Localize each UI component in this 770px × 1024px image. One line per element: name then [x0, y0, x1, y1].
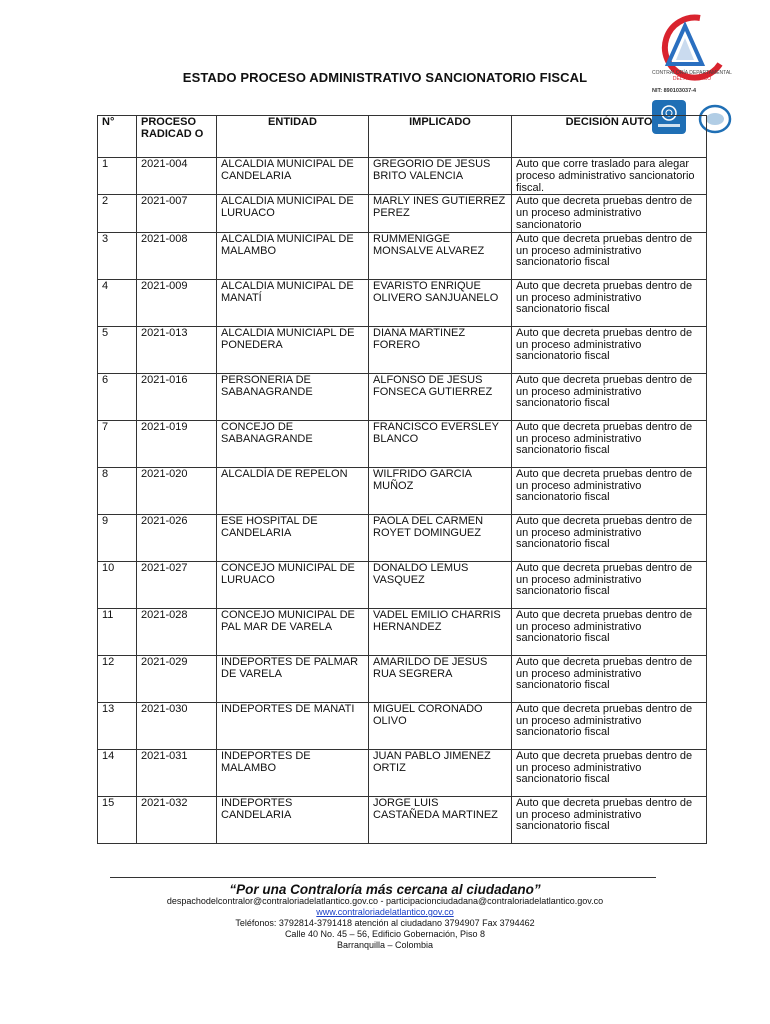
header-decision: DECISIÓN AUTO: [512, 116, 707, 158]
cell-proceso: 2021-020: [137, 467, 217, 514]
cell-entidad: INDEPORTES CANDELARIA: [217, 796, 369, 843]
cell-implicado: PAOLA DEL CARMEN ROYET DOMINGUEZ: [369, 514, 512, 561]
footer-divider: [110, 877, 656, 878]
footer-slogan: “Por una Contraloría más cercana al ciudadano”: [229, 882, 541, 897]
footer-emails: despachodelcontralor@contraloriadelatlantico.gov.co - participacionciudadana@contraloriadelatlantico.gov.co: [166, 896, 604, 906]
cell-proceso: 2021-029: [137, 655, 217, 702]
table-row: [98, 373, 707, 420]
cell-entidad: ALCALDIA MUNICIAPL DE PONEDERA: [217, 326, 369, 373]
cell-decision: Auto que decreta pruebas dentro de un proceso administrativo sancionatorio fiscal: [512, 796, 707, 843]
cell-decision: Auto que decreta pruebas dentro de un proceso administrativo sancionatorio fiscal: [512, 373, 707, 420]
cell-decision: Auto que decreta pruebas dentro de un proceso administrativo sancionatorio fiscal: [512, 514, 707, 561]
cell-num: 15: [98, 796, 137, 843]
table-row: [98, 279, 707, 326]
cell-decision: Auto que decreta pruebas dentro de un proceso administrativo sancionatorio fiscal: [512, 420, 707, 467]
table-row: [98, 749, 707, 796]
cell-num: 1: [98, 158, 137, 195]
cell-num: 8: [98, 467, 137, 514]
header-entidad: ENTIDAD: [217, 116, 369, 158]
table-row: [98, 702, 707, 749]
cell-entidad: CONCEJO MUNICIPAL DE LURUACO: [217, 561, 369, 608]
cell-implicado: WILFRIDO GARCIA MUÑOZ: [369, 467, 512, 514]
cell-entidad: CONCEJO DE SABANAGRANDE: [217, 420, 369, 467]
cell-decision: Auto que decreta pruebas dentro de un proceso administrativo sancionatorio fiscal: [512, 749, 707, 796]
cell-implicado: FRANCISCO EVERSLEY BLANCO: [369, 420, 512, 467]
cell-entidad: ALCALDIA MUNICIPAL DE MANATÍ: [217, 279, 369, 326]
table-row: [98, 158, 707, 195]
table-row: [98, 326, 707, 373]
cell-decision: Auto que decreta pruebas dentro de un proceso administrativo sancionatorio fiscal: [512, 232, 707, 279]
cell-entidad: ESE HOSPITAL DE CANDELARIA: [217, 514, 369, 561]
footer-phones: Teléfonos: 3792814-3791418 atención al ciudadano 3794907 Fax 3794462: [235, 918, 535, 928]
table-row: [98, 796, 707, 843]
table-row: [98, 655, 707, 702]
cell-proceso: 2021-027: [137, 561, 217, 608]
cell-implicado: EVARISTO ENRIQUE OLIVERO SANJUANELO: [369, 279, 512, 326]
cell-entidad: PERSONERIA DE SABANAGRANDE: [217, 373, 369, 420]
table-row: [98, 561, 707, 608]
cell-decision: Auto que decreta pruebas dentro de un proceso administrativo sancionatorio: [512, 195, 707, 232]
cell-entidad: ALCALDIA MUNICIPAL DE CANDELARIA: [217, 158, 369, 195]
table-row: [98, 514, 707, 561]
cell-proceso: 2021-030: [137, 702, 217, 749]
cell-implicado: ALFONSO DE JESUS FONSECA GUTIERREZ: [369, 373, 512, 420]
page-title: ESTADO PROCESO ADMINISTRATIVO SANCIONATORIO FISCAL: [182, 70, 588, 85]
header-proceso: PROCESO RADICAD O: [137, 116, 217, 158]
nit-number: NIT: 890103037-4: [652, 88, 697, 94]
cell-num: 7: [98, 420, 137, 467]
cell-decision: Auto que decreta pruebas dentro de un proceso administrativo sancionatorio fiscal: [512, 279, 707, 326]
table-row: [98, 420, 707, 467]
cell-decision: Auto que decreta pruebas dentro de un proceso administrativo sancionatorio fiscal: [512, 608, 707, 655]
footer-address: Calle 40 No. 45 – 56, Edificio Gobernación, Piso 8: [284, 929, 486, 939]
cell-num: 6: [98, 373, 137, 420]
cell-num: 3: [98, 232, 137, 279]
cell-implicado: MIGUEL CORONADO OLIVO: [369, 702, 512, 749]
cell-implicado: AMARILDO DE JESUS RUA SEGRERA: [369, 655, 512, 702]
cell-decision: Auto que decreta pruebas dentro de un proceso administrativo sancionatorio fiscal: [512, 467, 707, 514]
table-row: [98, 232, 707, 279]
cell-num: 10: [98, 561, 137, 608]
cell-entidad: ALCALDÍA DE REPELON: [217, 467, 369, 514]
cell-num: 4: [98, 279, 137, 326]
cell-entidad: INDEPORTES DE MALAMBO: [217, 749, 369, 796]
cell-entidad: CONCEJO MUNICIPAL DE PAL MAR DE VARELA: [217, 608, 369, 655]
cell-proceso: 2021-004: [137, 158, 217, 195]
cell-proceso: 2021-019: [137, 420, 217, 467]
header-num: N°: [98, 116, 137, 158]
cell-implicado: RUMMENIGGE MONSALVE ALVAREZ: [369, 232, 512, 279]
cell-proceso: 2021-013: [137, 326, 217, 373]
org-name-line-2: DEL ATLÁNTICO: [672, 76, 712, 82]
cell-implicado: DIANA MARTINEZ FORERO: [369, 326, 512, 373]
cell-proceso: 2021-031: [137, 749, 217, 796]
cell-entidad: INDEPORTES DE PALMAR DE VARELA: [217, 655, 369, 702]
header-implicado: IMPLICADO: [369, 116, 512, 158]
table-row: [98, 467, 707, 514]
cell-implicado: MARLY INES GUTIERREZ PEREZ: [369, 195, 512, 232]
cell-decision: Auto que decreta pruebas dentro de un proceso administrativo sancionatorio fiscal: [512, 326, 707, 373]
cell-num: 5: [98, 326, 137, 373]
cell-decision: Auto que decreta pruebas dentro de un proceso administrativo sancionatorio fiscal: [512, 655, 707, 702]
cell-decision: Auto que corre traslado para alegar proceso administrativo sancionatorio fiscal.: [512, 158, 707, 195]
cell-num: 13: [98, 702, 137, 749]
org-name-line-1: CONTRALORÍA DEPARTAMENTAL: [652, 70, 732, 76]
cell-num: 9: [98, 514, 137, 561]
cell-decision: Auto que decreta pruebas dentro de un proceso administrativo sancionatorio fiscal: [512, 702, 707, 749]
cell-implicado: VADEL EMILIO CHARRIS HERNANDEZ: [369, 608, 512, 655]
cell-num: 2: [98, 195, 137, 232]
cell-proceso: 2021-016: [137, 373, 217, 420]
table-row: [98, 608, 707, 655]
cell-implicado: DONALDO LEMUS VASQUEZ: [369, 561, 512, 608]
cell-entidad: ALCALDIA MUNICIPAL DE MALAMBO: [217, 232, 369, 279]
proceso-table: [97, 115, 707, 844]
cell-num: 12: [98, 655, 137, 702]
cell-proceso: 2021-028: [137, 608, 217, 655]
table-row: [98, 195, 707, 232]
cell-proceso: 2021-032: [137, 796, 217, 843]
cell-proceso: 2021-026: [137, 514, 217, 561]
cell-entidad: INDEPORTES DE MANATI: [217, 702, 369, 749]
table-header-row: [98, 116, 707, 158]
cell-implicado: GREGORIO DE JESUS BRITO VALENCIA: [369, 158, 512, 195]
cell-entidad: ALCALDIA MUNICIPAL DE LURUACO: [217, 195, 369, 232]
cell-implicado: JORGE LUIS CASTAÑEDA MARTINEZ: [369, 796, 512, 843]
cell-decision: Auto que decreta pruebas dentro de un proceso administrativo sancionatorio fiscal: [512, 561, 707, 608]
cell-proceso: 2021-009: [137, 279, 217, 326]
cell-num: 11: [98, 608, 137, 655]
cell-implicado: JUAN PABLO JIMENEZ ORTIZ: [369, 749, 512, 796]
footer-website-link[interactable]: www.contraloriadelatlantico.gov.co: [316, 907, 454, 917]
cell-proceso: 2021-007: [137, 195, 217, 232]
cell-num: 14: [98, 749, 137, 796]
footer-city: Barranquilla – Colombia: [336, 940, 434, 950]
cell-proceso: 2021-008: [137, 232, 217, 279]
